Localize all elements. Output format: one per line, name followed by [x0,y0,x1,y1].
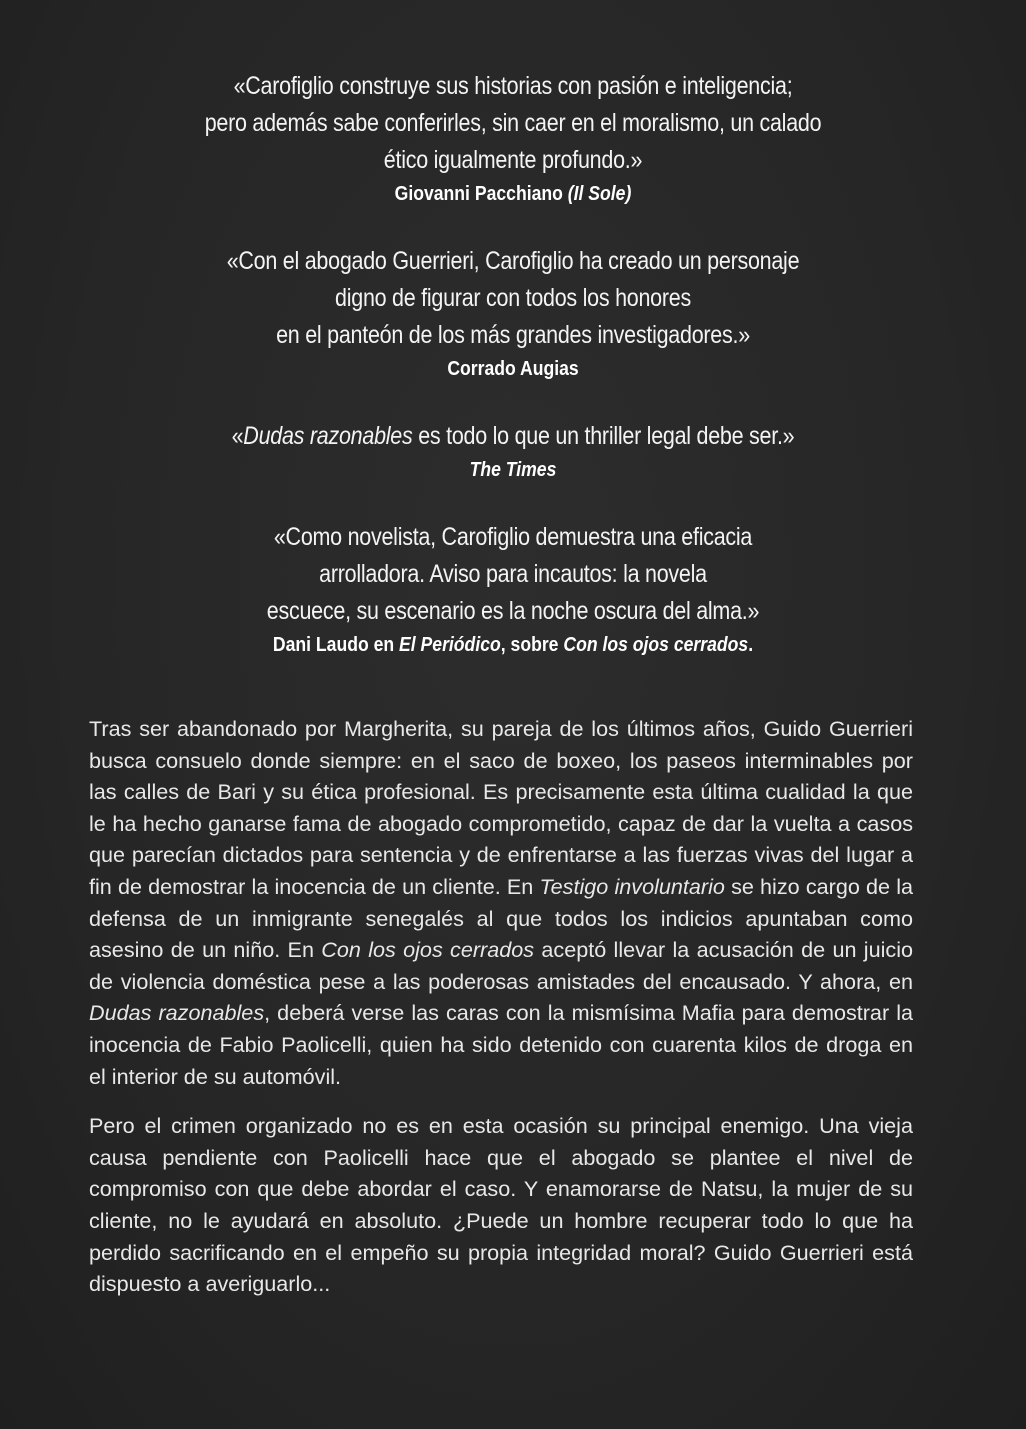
source-book-title: Con los ojos cerrados [563,634,749,656]
source-publication: El Periódico [399,634,501,656]
quote-line: ético igualmente profundo.» [383,146,643,174]
quote-open: « [231,422,244,450]
quote-line: arrolladora. Aviso para incautos: la novela [319,560,707,588]
quote-text [72,519,954,630]
synopsis-text: aceptó llevar la acusación de un juicio de violencia doméstica pese a las poderosas amistades del encausado. Y ahora, en [89,937,913,994]
quote-line: pero además sabe conferirles, sin caer en el moralismo, un calado [204,109,822,137]
source-publication: (Il Sole) [567,183,632,205]
quote-pacchiano [0,68,1026,209]
quote-rest: es todo lo que un thriller legal debe ser.» [412,422,795,450]
quote-times [0,418,1026,485]
synopsis-text: se hizo cargo de la defensa de un inmigrante senegalés al que todos los indicios apuntaban como asesino de un niño. En [89,873,914,963]
quote-text [72,418,954,455]
quote-source [62,630,965,660]
quote-laudo [0,519,1026,660]
synopsis-paragraph-1 [89,713,913,1092]
source-connector: , sobre [500,634,564,656]
synopsis [89,713,913,1318]
synopsis-paragraph-2: Pero el crimen organizado no es en esta ocasión su principal enemigo. Una vieja causa pendiente con Paolicelli hace que el abogado se plantee el nivel de compromiso con que debe abordar el caso. Y enamorarse de Natsu, la mujer de su cliente, no le ayudará en absoluto. ¿Puede un hombre recuperar todo lo que ha perdido sacrificando en el empeño su propia integridad moral? Guido Guerrieri está dispuesto a averiguarlo... [89,1113,913,1297]
book-title: Dudas razonables [243,422,413,450]
quote-source [62,179,965,209]
quote-line: digno de figurar con todos los honores [335,284,691,312]
book-title: Testigo involuntario [539,873,725,899]
book-title: Dudas razonables [89,1000,265,1026]
source-name: Giovanni Pacchiano [394,183,568,205]
quote-source: Corrado Augias [447,358,579,380]
source-period: . [748,634,754,656]
quote-source: The Times [469,459,557,481]
quote-line [72,418,954,455]
review-quotes [0,68,1026,694]
quote-text [72,68,954,179]
quote-line: escuece, su escenario es la noche oscura del alma.» [266,597,760,625]
quote-augias [0,243,1026,384]
quote-line: en el panteón de los más grandes investigadores.» [276,321,750,349]
synopsis-text: , deberá verse las caras con la mismísima Mafia para demostrar la inocencia de Fabio Paolicelli, quien ha sido detenido con cuarenta kilos de droga en el interior de su automóvil. [89,1000,913,1089]
quote-line: «Como novelista, Carofiglio demuestra una eficacia [273,523,753,551]
quote-line: «Carofiglio construye sus historias con pasión e inteligencia; [233,72,793,100]
synopsis-text: Tras ser abandonado por Margherita, su pareja de los últimos años, Guido Guerrieri busca consuelo donde siempre: en el saco de boxeo, los paseos interminables por las calles de Bari y su ética profesional. Es precisamente esta última cualidad la que le ha hecho ganarse fama de abogado comprometido, capaz de dar la vuelta a casos que parecían dictados para sentencia y de enfrentarse a las fuerzas vivas del lugar a fin de demostrar la inocencia de un cliente. En [89,716,913,899]
source-author: Dani Laudo en [272,634,400,656]
book-title: Con los ojos cerrados [321,937,535,963]
quote-text [72,243,954,354]
quote-line: «Con el abogado Guerrieri, Carofiglio ha creado un personaje [226,247,800,275]
